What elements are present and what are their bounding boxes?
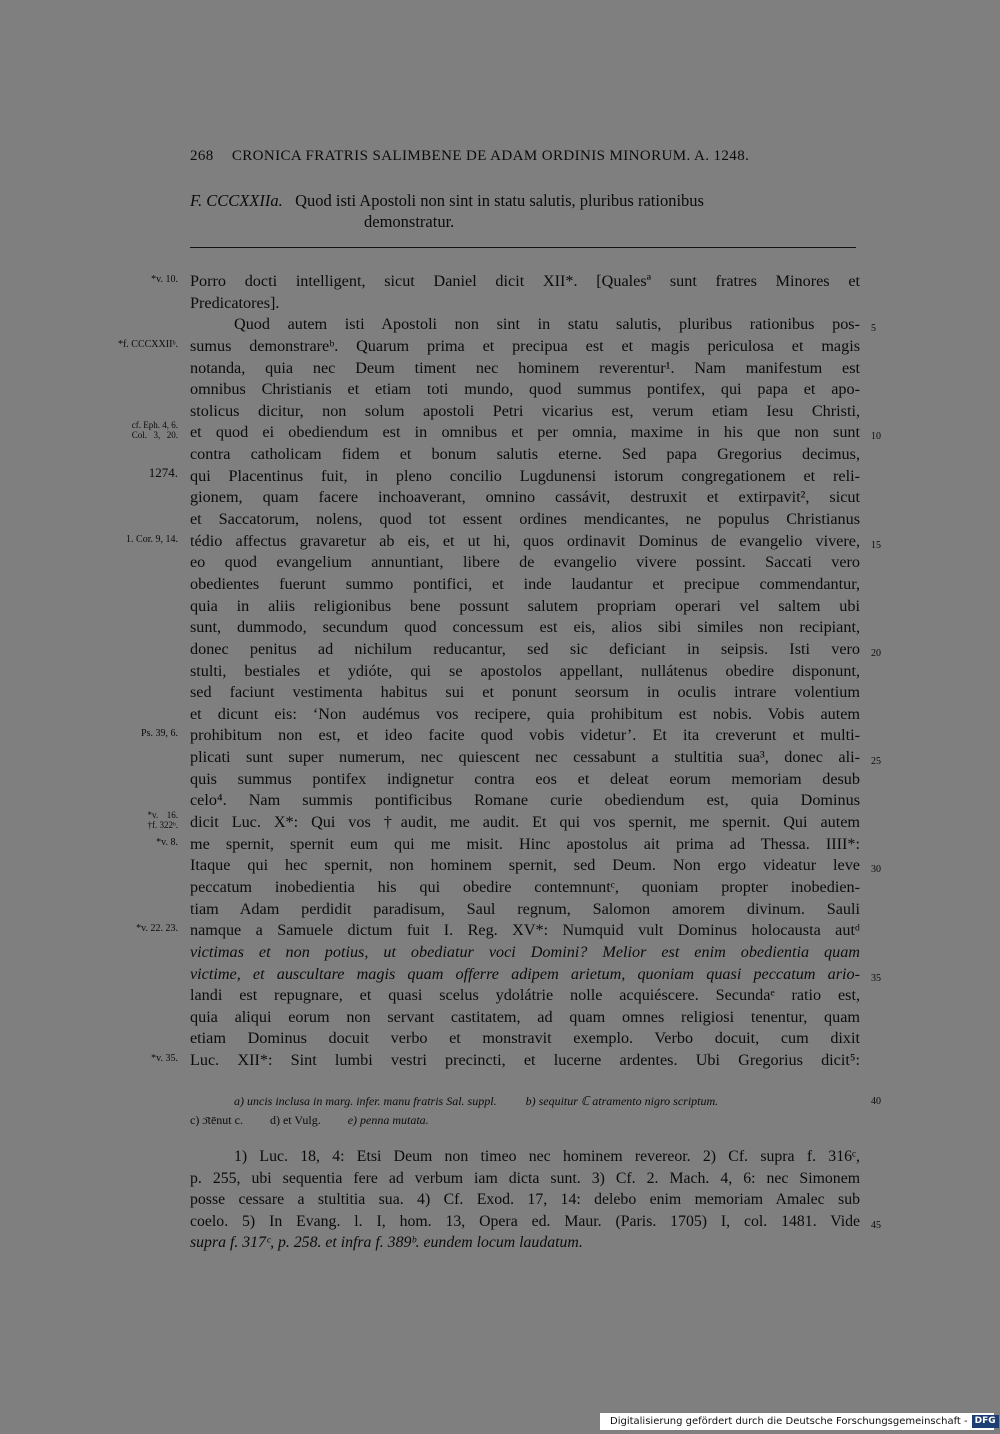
text-line: *f. CCCXXIIᵇ. sumus demonstrareᵇ. Quarum prima et precipua est et magis periculosa et magis [117, 336, 860, 355]
text-line: quis summus pontifex indignetur contra eos et deleat eorum memoriam desub [190, 769, 860, 788]
text-line: notanda, quia nec Deum timent nec hominem reverentur¹. Nam manifestum est [190, 358, 860, 377]
chapter-title-line-2: demonstratur. [364, 212, 455, 231]
text-line: et Saccatorum, nolens, quod tot essent ordines mendicantes, ne populus Christianus [190, 510, 860, 529]
source-note-line: posse cessare a stultitia sua. 4) Cf. Exod. 17, 14: delebo enim memoriam Amalec sub [190, 1191, 860, 1208]
margin-note: *v. 16. †f. 322ᵇ. [147, 810, 178, 831]
text-line: tiam Adam perdidit paradisum, Saul regnum, Salomon amorem divinum. Sauli [190, 899, 860, 918]
text-line: obedientes fuerunt summo pontifici, et inde laudantur et precipue commendantur, [190, 574, 860, 593]
line-number: 20 [871, 647, 881, 659]
dfg-logo: DFG [972, 1415, 999, 1428]
critical-note-c: c) ɔ̄tēnut c. [190, 1113, 243, 1127]
margin-note: Ps. 39, 6. [141, 728, 178, 740]
page-number: 268 [190, 148, 214, 164]
critical-apparatus [190, 1092, 881, 1130]
chapter-title-line-1: Quod isti Apostoli non sint in statu salutis, pluribus rationibus [295, 191, 704, 210]
text-line: sunt, dummodo, secundum quod concessum est eis, alios sibi similes non recipiant, [190, 618, 860, 637]
margin-note: cf. Eph. 4, 6. Col. 3, 20. [131, 420, 178, 441]
source-note-line: supra f. 317ᶜ, p. 258. et infra f. 389ᵇ. eundem locum laudatum. [190, 1234, 583, 1251]
text-line: etiam Dominus docuit verbo et monstravit exemplo. Verbo docuit, cum dixit [190, 1029, 860, 1048]
text-line: plicati sunt super numerum, nec quiescent nec cessabunt a stultitia sua³, donec ali- 25 [190, 747, 860, 769]
text-line: victime, et auscultare magis quam offerre adipem arietum, quoniam quasi peccatum ario- 35 [190, 964, 860, 986]
text-line: cf. Eph. 4, 6. Col. 3, 20. et quod ei obediendum est in omnibus et per omnia, maxime in his que non sunt 10 [190, 422, 860, 444]
text-line: stulti, bestiales et ydióte, qui se apostolos appellant, nullátenus obedire disponunt, [190, 661, 860, 680]
critical-notes-row-2 [190, 1111, 860, 1130]
funding-text: Digitalisierung gefördert durch die Deutsche Forschungsgemeinschaft - [610, 1416, 968, 1427]
text-line: eo quod evangelium annuntiant, libere de evangelio vivere possint. Saccati vero [190, 553, 860, 572]
text-line: sed faciunt vestimenta habitus sui et ponunt seorsum in oculis intrare volentium [190, 683, 860, 702]
critical-note-a: a) uncis inclusa in marg. infer. manu fratris Sal. suppl. [234, 1094, 497, 1108]
text-line: *v. 22. 23. namque a Samuele dictum fuit I. Reg. XV*: Numquid vult Dominus holocausta autᵈ [136, 921, 860, 940]
text-line: contra catholicam fidem et bonum salutis eterne. Sed papa Gregorius decimus, [190, 445, 860, 464]
running-title: CRONICA FRATRIS SALIMBENE DE ADAM ORDINIS MINORUM. A. 1248. [231, 148, 750, 164]
text-line: landi est repugnare, et quasi scelus ydolátrie nolle acquiéscere. Secundaᵉ ratio est, [190, 986, 860, 1005]
margin-note: 1. Cor. 9, 14. [126, 533, 178, 545]
text-line: celo⁴. Nam summis pontificibus Romane curie obediendum est, quia Dominus [190, 791, 860, 810]
source-note-line-4 [190, 1211, 881, 1233]
critical-note-d: d) et Vulg. [269, 1113, 321, 1127]
line-number: 25 [871, 756, 881, 768]
source-note-line: p. 255, ubi sequentia fere ad verbum iam dicta sunt. 3) Cf. 2. Mach. 4, 6: nec Simonem [190, 1169, 860, 1187]
text-line: et dicunt eis: ‘Non audémus vos recipere, quia prohibitum est nobis. Vobis autem [190, 704, 860, 723]
heading-divider [190, 247, 856, 248]
margin-note: *v. 35. [151, 1053, 178, 1065]
text-line: donec penitus ad nichilum reducantur, sed sic deficiant in seipsis. Isti vero 20 [190, 639, 860, 661]
chapter-label: F. CCCXXIIa. [190, 191, 283, 210]
text-line: Ps. 39, 6. prohibitum non est, et ideo facite quod vobis videtur’. Et ita creverunt et multi- [141, 726, 860, 745]
main-text [117, 271, 881, 1072]
text-line: *v. 35. Luc. XII*: Sint lumbi vestri precincti, et lucerne ardentes. Ubi Gregorius dicit⁵: [151, 1051, 860, 1070]
margin-note: *v. 10. [151, 274, 178, 285]
text-line: *v. 10. Porro docti intelligent, sicut Daniel dicit XII*. [Qualesª sunt fratres Minores et [151, 272, 860, 290]
margin-note: *v. 8. [156, 836, 178, 848]
line-number: 35 [871, 972, 881, 984]
text-line: *v. 8. me spernit, spernit eum qui me misit. Hinc apostolus ait prima ad Thessa. IIII*: [156, 834, 860, 853]
text-line: 1274. qui Placentinus fuit, in pleno concilio Lugdunensi istorum congregationem et reli- [148, 464, 860, 485]
text-line: *v. 16. †f. 322ᵇ. dicit Luc. X*: Qui vos †audit, me audit. Et qui vos spernit, me spernit. Qui autem [147, 810, 860, 832]
text-line: gionem, quam facere inchoaverant, omnino cassávit, destruxit et extirpavit², sicut [190, 488, 860, 507]
source-note-line: 1) Luc. 18, 4: Etsi Deum non timeo nec hominem revereor. 2) Cf. supra f. 316ᶜ, [234, 1148, 860, 1165]
margin-note: 1274. [148, 464, 178, 480]
text-line: quia aliqui eorum non servant castitatem, ad quam omnes religiosi tenentur, quam [190, 1007, 860, 1026]
text-line: quia in aliis religionibus bene possunt salutem propriam operari vel saltem ubi [190, 596, 860, 615]
source-note-line: coelo. 5) In Evang. l. I, hom. 13, Opera ed. Maur. (Paris. 1705) I, col. 1481. Vide [190, 1212, 860, 1230]
source-notes [190, 1146, 881, 1254]
margin-note: *f. CCCXXIIᵇ. [117, 338, 178, 350]
line-number: 5 [871, 323, 876, 335]
line-number: 15 [871, 539, 881, 551]
text-line: stolicus dicitur, non solum apostoli Petri vicarius est, verum etiam Iesu Christi, [190, 401, 860, 420]
critical-note-b: b) sequitur ℂ atramento nigro scriptum. [525, 1094, 719, 1108]
line-number: 10 [871, 431, 881, 443]
margin-note: *v. 22. 23. [136, 923, 178, 935]
text-line: 1. Cor. 9, 14. tédio affectus gravaretur ab eis, et ut hi, quos ordinavit Dominus de evangelio vivere, 15 [190, 531, 860, 553]
text-line: victimas et non potius, ut obediatur voci Domini? Melior est enim obedientia quam [190, 942, 860, 961]
critical-notes-row-1 [190, 1092, 881, 1111]
funding-banner[interactable] [600, 1413, 994, 1430]
chapter-heading [190, 190, 860, 232]
line-number: 40 [871, 1096, 881, 1107]
text-line: Quod autem isti Apostoli non sint in statu salutis, pluribus rationibus pos- 5 [190, 314, 860, 336]
text-line: omnibus Christianis et etiam toti mundo, quod summus pontifex, qui papa et apo- [190, 380, 860, 399]
text-line: Itaque qui hec spernit, non hominem spernit, sed Deum. Non ergo videatur leve 30 [190, 855, 860, 877]
text-line: Predicatores]. [190, 293, 280, 312]
line-number: 30 [871, 864, 881, 876]
critical-note-e: e) penna mutata. [347, 1113, 429, 1127]
line-number: 45 [871, 1219, 881, 1231]
running-head [190, 148, 860, 165]
text-line: peccatum inobedientia his qui obedire contemnuntᶜ, quoniam propter inobedien- [190, 877, 860, 896]
